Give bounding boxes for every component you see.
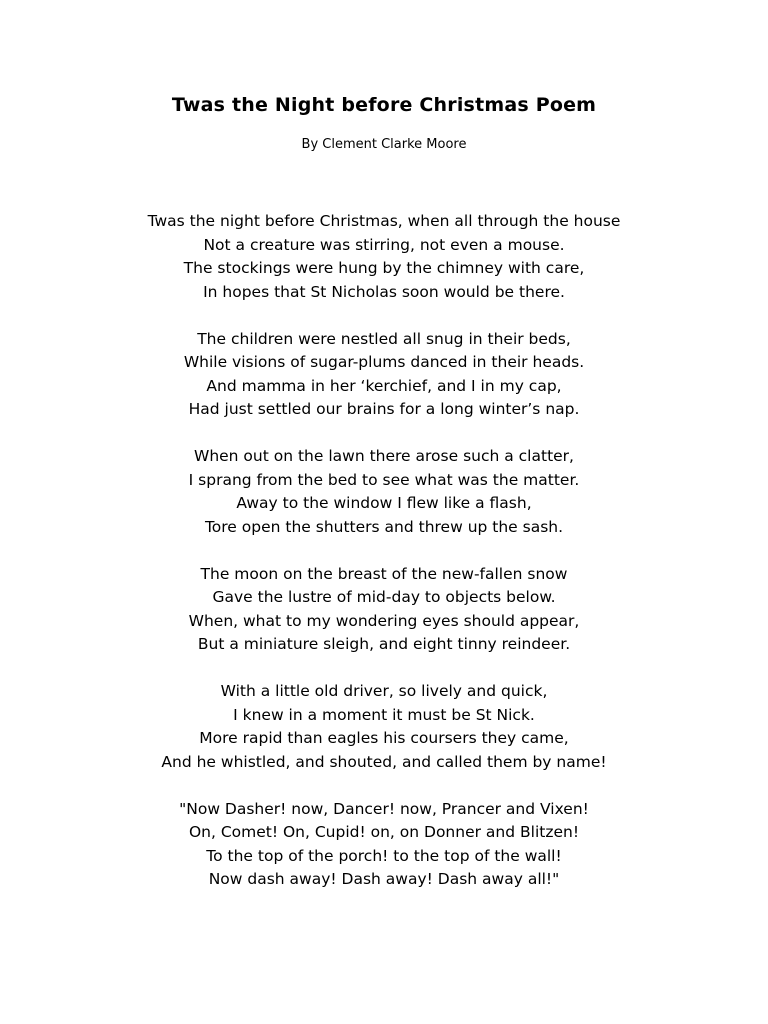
poem-body — [0, 210, 768, 915]
poem-line: With a little old driver, so lively and quick, — [220, 682, 548, 700]
stanza-4 — [0, 563, 768, 657]
poem-line: When out on the lawn there arose such a clatter, — [194, 447, 574, 465]
poem-line: Tore open the shutters and threw up the sash. — [204, 517, 564, 536]
stanza-5 — [0, 680, 768, 774]
poem-line: Gave the lustre of mid-day to objects below. — [212, 588, 556, 606]
poem-line: And he whistled, and shouted, and called them by name! — [161, 752, 607, 771]
stanza-1 — [0, 210, 768, 304]
poem-line: The stockings were hung by the chimney with care, — [183, 259, 585, 277]
poem-line: I knew in a moment it must be St Nick. — [233, 705, 535, 724]
poem-line: In hopes that St Nicholas soon would be there. — [203, 282, 565, 301]
poem-author: By Clement Clarke Moore — [301, 137, 467, 152]
stanza-2 — [0, 328, 768, 422]
poem-line: More rapid than eagles his coursers they came, — [199, 729, 569, 747]
poem-line: Now dash away! Dash away! Dash away all!" — [208, 870, 560, 888]
poem-line: When, what to my wondering eyes should appear, — [188, 611, 580, 630]
poem-line: On, Comet! On, Cupid! on, on Donner and Blitzen! — [188, 823, 580, 841]
poem-line: Had just settled our brains for a long winter’s nap. — [188, 400, 580, 418]
poem-line: Twas the night before Christmas, when all through the house — [147, 212, 621, 230]
poem-line: The children were nestled all snug in their beds, — [197, 329, 571, 348]
poem-line: To the top of the porch! to the top of the wall! — [206, 846, 562, 865]
poem-line: Not a creature was stirring, not even a mouse. — [203, 235, 565, 254]
poem-line: Away to the window I flew like a flash, — [236, 494, 532, 512]
poem-line: The moon on the breast of the new-fallen snow — [200, 564, 568, 583]
poem-line: But a miniature sleigh, and eight tinny reindeer. — [197, 635, 571, 653]
poem-line: While visions of sugar-plums danced in their heads. — [183, 353, 585, 371]
stanza-6 — [0, 798, 768, 892]
poem-line: And mamma in her ‘kerchief, and I in my cap, — [206, 376, 562, 395]
poem-title: Twas the Night before Christmas Poem — [171, 94, 597, 116]
stanza-3 — [0, 445, 768, 539]
poem-line: "Now Dasher! now, Dancer! now, Prancer and Vixen! — [179, 799, 589, 818]
poem-line: I sprang from the bed to see what was the matter. — [188, 470, 580, 489]
